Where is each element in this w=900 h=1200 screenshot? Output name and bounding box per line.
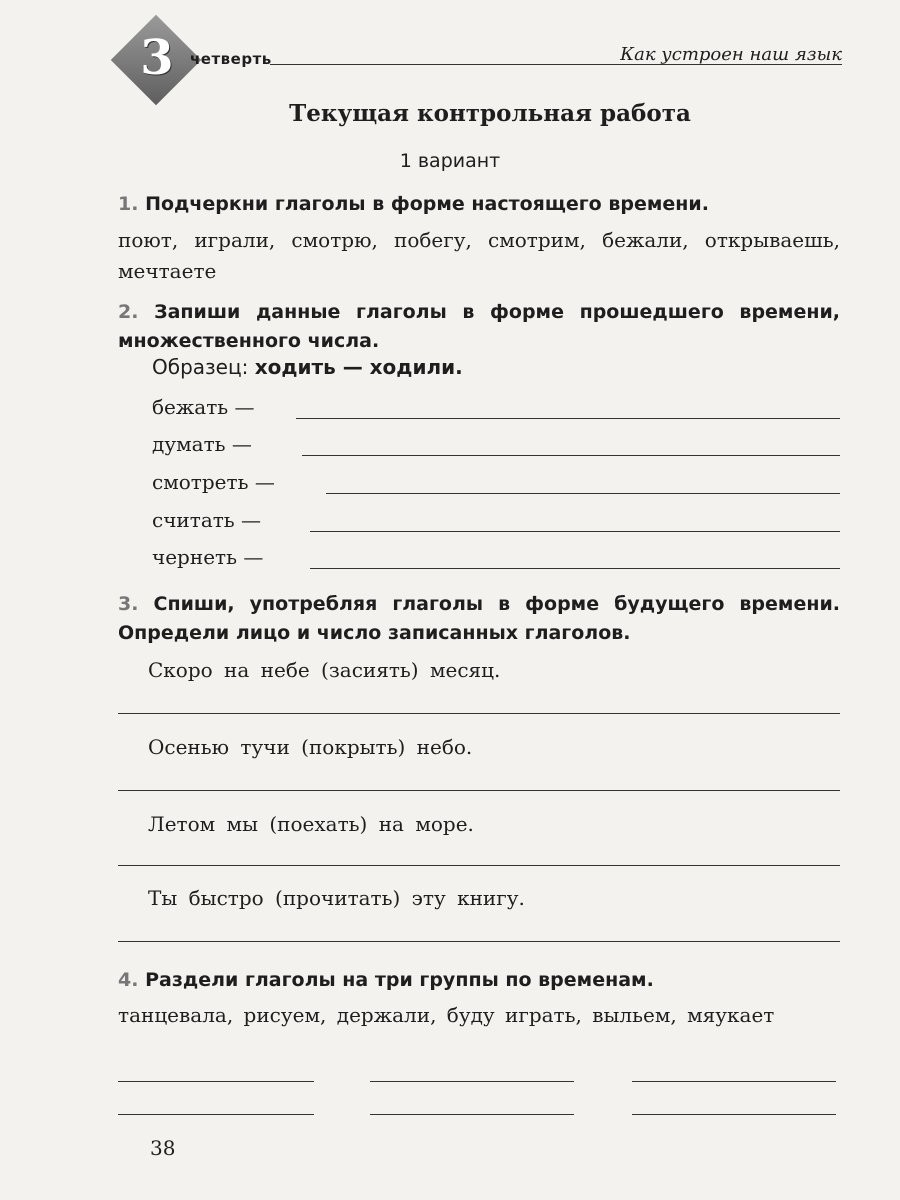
task-3-number: 3.	[118, 593, 139, 615]
sample-text: ходить — ходили.	[254, 355, 463, 379]
answer-line[interactable]	[370, 1114, 574, 1115]
answer-line[interactable]	[310, 531, 840, 532]
task-2-instruction	[118, 298, 840, 356]
task-1-text: Подчеркни глаголы в форме настоящего времени.	[145, 193, 709, 215]
answer-line[interactable]	[302, 455, 840, 456]
page-title: Текущая контрольная работа	[289, 100, 691, 127]
answer-line[interactable]	[118, 1114, 314, 1115]
variant-label: 1 вариант	[399, 150, 501, 172]
answer-line[interactable]	[118, 941, 840, 942]
sample-label: Образец:	[152, 355, 249, 379]
sentence: Летом мы (поехать) на море.	[148, 812, 474, 836]
page-number: 38	[150, 1136, 176, 1160]
answer-line[interactable]	[632, 1081, 836, 1082]
task-1-words: поют, играли, смотрю, побегу, смотрим, бежали, открываешь, мечтаете	[118, 228, 840, 283]
task-4-number: 4.	[118, 969, 139, 991]
task-3-instruction	[118, 590, 840, 648]
answer-line[interactable]	[118, 865, 840, 866]
answer-line[interactable]	[118, 790, 840, 791]
task-4-text: Раздели глаголы на три группы по временам.	[145, 969, 654, 991]
task-3-text: Спиши, употребляя глаголы в форме будущего времени. Определи лицо и число записанных глаголов.	[118, 593, 840, 644]
answer-line[interactable]	[326, 493, 840, 494]
task-4-instruction	[118, 966, 840, 995]
verb-item: бежать —	[152, 395, 255, 419]
section-title: Как устроен наш язык	[620, 44, 842, 65]
answer-line[interactable]	[310, 568, 840, 569]
quarter-label: четверть	[190, 50, 272, 68]
verb-item: считать —	[152, 508, 262, 532]
verb-item: чернеть —	[152, 545, 264, 569]
sentence: Осенью тучи (покрыть) небо.	[148, 735, 473, 759]
verb-item: думать —	[152, 432, 252, 456]
sentence: Ты быстро (прочитать) эту книгу.	[148, 886, 525, 910]
task-1-instruction	[118, 190, 840, 219]
task-2-text: Запиши данные глаголы в форме прошедшего времени, множественного числа.	[118, 301, 841, 352]
answer-line[interactable]	[118, 1081, 314, 1082]
answer-line[interactable]	[296, 418, 840, 419]
task-1-number: 1.	[118, 193, 139, 215]
answer-line[interactable]	[118, 713, 840, 714]
answer-line[interactable]	[632, 1114, 836, 1115]
sample	[152, 355, 463, 379]
answer-line[interactable]	[370, 1081, 574, 1082]
task-4-words: танцевала, рисуем, держали, буду играть, выльем, мяукает	[118, 1003, 775, 1027]
quarter-number: 3	[140, 30, 174, 86]
task-2-number: 2.	[118, 301, 139, 323]
sentence: Скоро на небе (засиять) месяц.	[148, 658, 501, 682]
verb-item: смотреть —	[152, 470, 275, 494]
